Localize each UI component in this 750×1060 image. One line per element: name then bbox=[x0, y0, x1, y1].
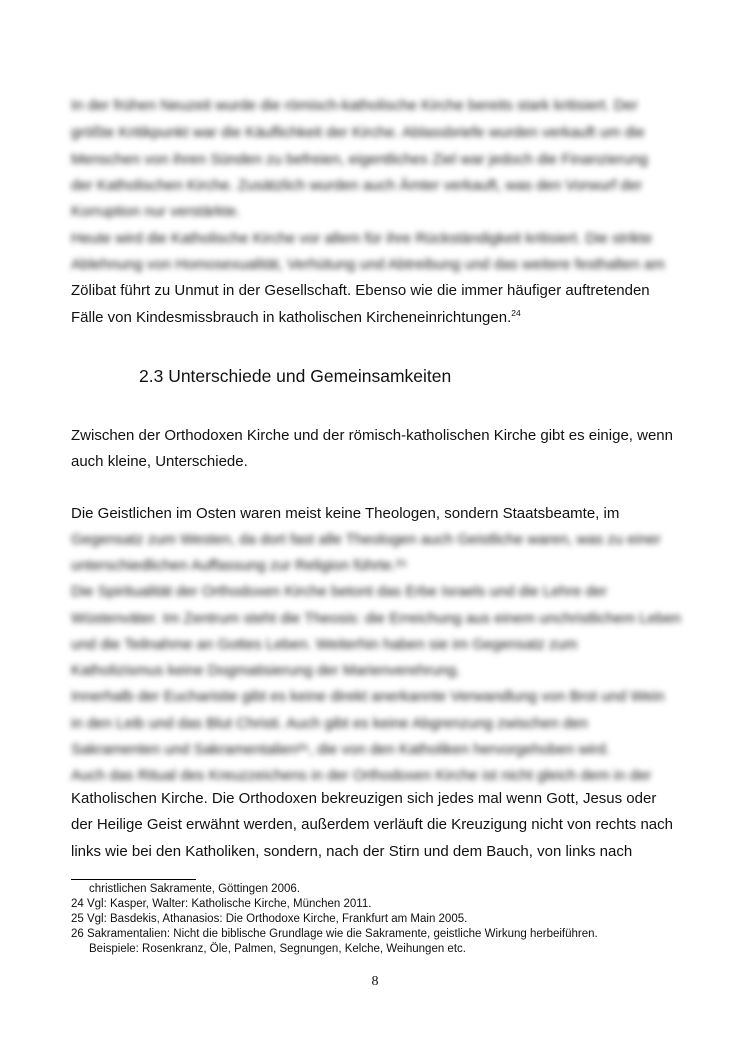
text-line: Heute wird die Katholische Kirche vor allem für ihre Rückständigkeit kritisiert. Die strikte bbox=[71, 230, 653, 247]
text-line: Gegensatz zum Westen, da dort fast alle Theologen auch Geistliche waren, was zu einer bbox=[71, 531, 661, 548]
text-line: der Katholischen Kirche. Zusätzlich wurden auch Ämter verkauft, was den Vorwurf der bbox=[71, 177, 643, 194]
footnote-26-continuation: Beispiele: Rosenkranz, Öle, Palmen, Segnungen, Kelche, Weihungen etc. bbox=[89, 943, 466, 955]
text-line: größte Kritikpunkt war die Käuflichkeit der Kirche. Ablassbriefe wurden verkauft um die bbox=[71, 124, 645, 141]
footnote-25: 25 Vgl: Basdekis, Athanasios: Die Orthodoxe Kirche, Frankfurt am Main 2005. bbox=[71, 913, 468, 925]
text-line: und die Teilnahme an Gottes Leben. Weiterhin haben sie im Gegensatz zum bbox=[71, 636, 578, 653]
text-line: unterschiedlichen Auffassung zur Religion führte.²⁵ bbox=[71, 557, 408, 574]
text-line: In der frühen Neuzeit wurde die römisch-katholische Kirche bereits stark kritisiert. Der bbox=[71, 97, 638, 114]
page-number: 8 bbox=[371, 974, 379, 989]
text-line: Die Geistlichen im Osten waren meist keine Theologen, sondern Staatsbeamte, im bbox=[71, 505, 620, 522]
text-line: Innerhalb der Eucharistie gibt es keine direkt anerkannte Verwandlung von Brot und Wein bbox=[71, 688, 665, 705]
text-line bbox=[71, 308, 683, 328]
section-heading: 2.3 Unterschiede und Gemeinsamkeiten bbox=[139, 366, 452, 386]
text-line: auch kleine, Unterschiede. bbox=[71, 453, 248, 470]
text-line: Menschen von ihren Sünden zu befreien, eigentliches Ziel war jedoch die Finanzierung bbox=[71, 151, 649, 168]
text-line: der Heilige Geist erwähnt werden, außerdem verläuft die Kreuzigung nicht von rechts nach bbox=[71, 816, 673, 833]
text-line: Katholizismus keine Dogmatisierung der Marienverehrung. bbox=[71, 662, 461, 679]
text-line: in den Leib und das Blut Christi. Auch gibt es keine Abgrenzung zwischen den bbox=[71, 715, 589, 732]
text-line: Korruption nur verstärkte. bbox=[71, 203, 241, 220]
text-line: links wie bei den Katholiken, sondern, nach der Stirn und dem Bauch, von links nach bbox=[71, 843, 633, 860]
text-line: Die Spiritualität der Orthodoxen Kirche betont das Erbe Israels und die Lehre der bbox=[71, 583, 608, 600]
text-line: Zwischen der Orthodoxen Kirche und der römisch-katholischen Kirche gibt es einige, wenn bbox=[71, 427, 673, 444]
text-line: Katholischen Kirche. Die Orthodoxen bekreuzigen sich jedes mal wenn Gott, Jesus oder bbox=[71, 790, 657, 807]
text-line-content: Fälle von Kindesmissbrauch in katholischen Kircheneinrichtungen. bbox=[71, 309, 512, 326]
footnote-continuation: christlichen Sakramente, Göttingen 2006. bbox=[89, 883, 300, 895]
text-line: Sakramenten und Sakramentalien²⁶, die von den Katholiken hervorgehoben wird. bbox=[71, 741, 611, 758]
footnote-ref[interactable]: 24 bbox=[511, 308, 521, 318]
footnote-26: 26 Sakramentalien: Nicht die biblische Grundlage wie die Sakramente, geistliche Wirkung herbeiführen. bbox=[71, 928, 598, 940]
text-line: Wüstenväter. Im Zentrum steht die Theosis: die Erreichung aus einem unchristlichem Leben bbox=[71, 610, 682, 627]
text-line: Auch das Ritual des Kreuzzeichens in der Orthodoxen Kirche ist nicht gleich dem in der bbox=[71, 767, 652, 784]
text-line: Ablehnung von Homosexualität, Verhütung und Abtreibung und das weitere festhalten am bbox=[71, 256, 665, 273]
footnote-24: 24 Vgl: Kasper, Walter: Katholische Kirche, München 2011. bbox=[71, 898, 372, 910]
footnote-separator bbox=[71, 879, 196, 880]
text-line: Zölibat führt zu Unmut in der Gesellschaft. Ebenso wie die immer häufiger auftretenden bbox=[71, 282, 650, 299]
